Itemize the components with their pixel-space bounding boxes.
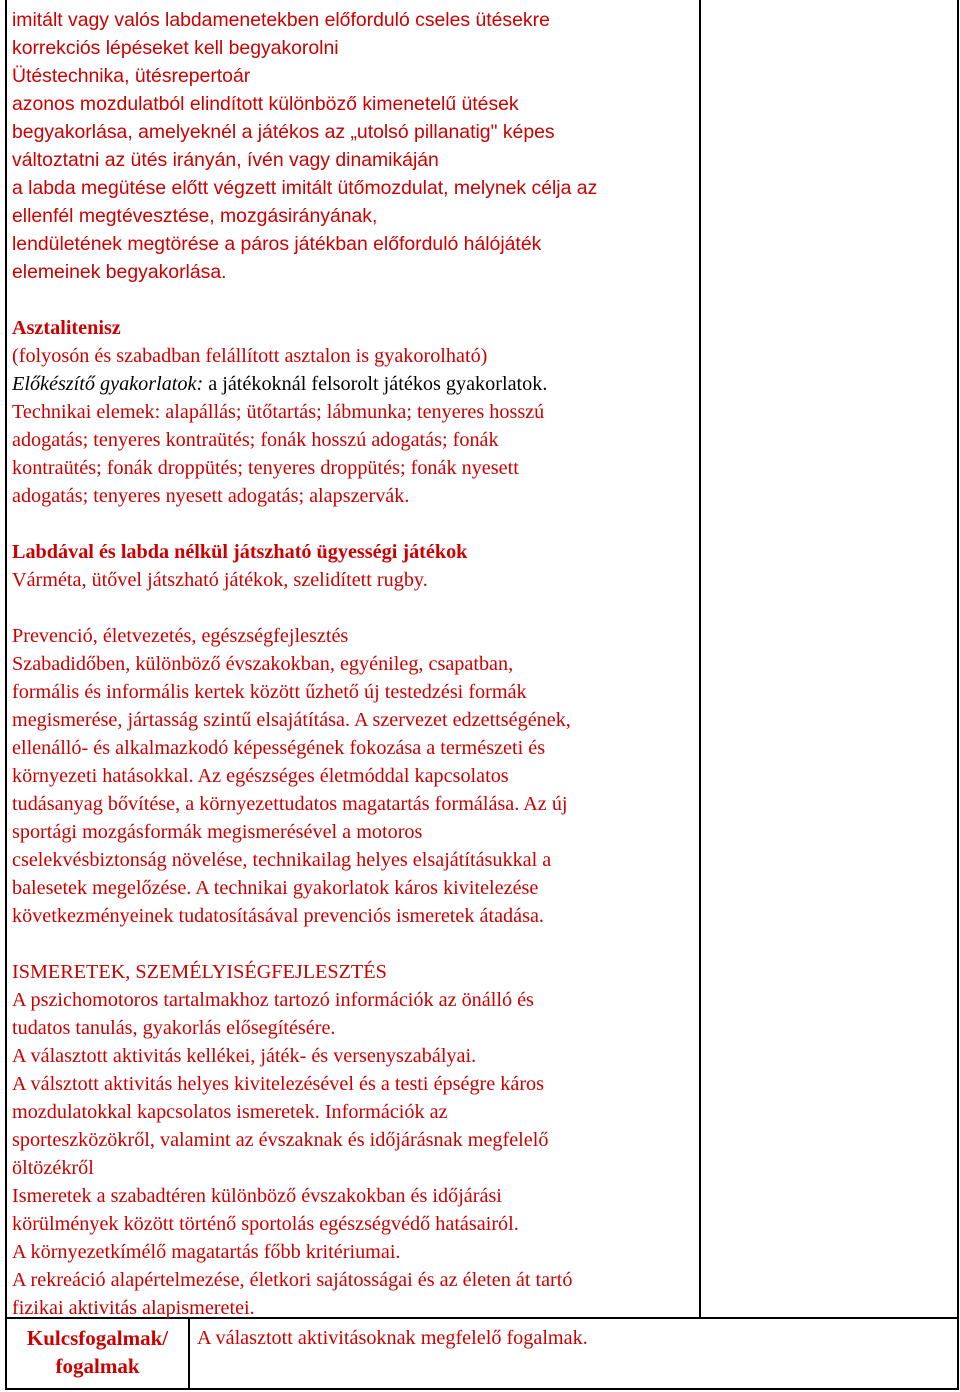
text-line: Szabadidőben, különböző évszakokban, egyénileg, csapatban, (12, 653, 514, 675)
text-line: A pszichomotoros tartalmakhoz tartozó információk az önálló és (12, 989, 534, 1011)
spacer (12, 594, 696, 622)
key-concepts-label (7, 1320, 188, 1388)
knowledge-block (12, 958, 696, 1322)
section-title-prevention: Prevenció, életvezetés, egészségfejlesztés (12, 625, 349, 647)
text-line: sporteszközökről, valamint az évszaknak és időjárásnak megfelelő (12, 1129, 549, 1151)
spacer (12, 510, 696, 538)
prep-exercises-line (12, 370, 696, 398)
column-divider-bottom (188, 1318, 190, 1390)
text-line: imitált vagy valós labdamenetekben előforduló cseles ütésekre (12, 9, 550, 31)
text-line: adogatás; tenyeres nyesett adogatás; alapszervák. (12, 485, 410, 507)
prep-text: a játékoknál felsorolt játékos gyakorlatok. (203, 373, 548, 395)
text-line: fizikai aktivitás alapismeretei. (12, 1297, 255, 1319)
text-line: Ütéstechnika, ütésrepertoár (12, 65, 251, 87)
table-border-right (957, 0, 959, 1390)
text-line: balesetek megelőzése. A technikai gyakorlatok káros kivitelezése (12, 877, 539, 899)
text-line: A rekreáció alapértelmezése, életkori sajátosságai és az életen át tartó (12, 1269, 573, 1291)
spacer (12, 930, 696, 958)
text-line: cselekvésbiztonság növelése, technikailag helyes elsajátításukkal a (12, 849, 552, 871)
text-line: begyakorlása, amelyeknél a játékos az „utolsó pillanatig" képes (12, 121, 555, 143)
column-divider-top (699, 0, 701, 1318)
text-line: A válsztott aktivitás helyes kivitelezésével és a testi épségre káros (12, 1073, 544, 1095)
text-line: sportági mozgásformák megismerésével a motoros (12, 821, 423, 843)
key-concepts-label-line1: Kulcsfogalmak/ (26, 1326, 169, 1350)
text-line: következményeinek tudatosításával prevenciós ismeretek átadása. (12, 905, 544, 927)
key-concepts-label-line2: fogalmak (55, 1354, 140, 1378)
table-tennis-block (12, 314, 696, 510)
text-line: körülmények között történő sportolás egészségvédő hatásairól. (12, 1213, 519, 1235)
text-line: elemeinek begyakorlása. (12, 261, 227, 283)
text-line: lendületének megtörése a páros játékban előforduló hálójáték (12, 233, 542, 255)
text-line: kontraütés; fonák droppütés; tenyeres droppütés; fonák nyesett (12, 457, 519, 479)
text-line: korrekciós lépéseket kell begyakorolni (12, 37, 339, 59)
table-border-bottom (5, 1388, 959, 1390)
text-line: A választott aktivitás kellékei, játék- és versenyszabályai. (12, 1045, 477, 1067)
text-line: ellenfél megtévesztése, mozgásirányának, (12, 205, 378, 227)
key-concepts-value: A választott aktivitásoknak megfelelő fogalmak. (197, 1327, 588, 1349)
prep-label: Előkészítő gyakorlatok: (12, 373, 204, 395)
text-line: változtatni az ütés irányán, ívén vagy dinamikáján (12, 149, 439, 171)
text-line: környezeti hatásokkal. Az egészséges életmóddal kapcsolatos (12, 765, 509, 787)
text-line: A környezetkímélő magatartás főbb kritériumai. (12, 1241, 401, 1263)
text-line: adogatás; tenyeres kontraütés; fonák hosszú adogatás; fonák (12, 429, 499, 451)
text-line: azonos mozdulatból elindított különböző kimenetelű ütések (12, 93, 519, 115)
prevention-block (12, 622, 696, 930)
text-line: ellenálló- és alkalmazkodó képességének fokozása a természeti és (12, 737, 546, 759)
technique-block (12, 6, 696, 286)
text-line: tudásanyag bővítése, a környezettudatos magatartás formálása. Az új (12, 793, 568, 815)
text-line: megismerése, jártasság szintű elsajátítása. A szervezet edzettségének, (12, 709, 571, 731)
text-line: a labda megütése előtt végzett imitált ütőmozdulat, melynek célja az (12, 177, 598, 199)
text-line: öltözékről (12, 1157, 94, 1179)
section-title-skill-games: Labdával és labda nélkül játszható ügyességi játékok (12, 541, 468, 563)
spacer (12, 286, 696, 314)
skill-games-block (12, 538, 696, 594)
content-cell (12, 6, 696, 1322)
table-border-left (5, 0, 7, 1390)
text-line: mozdulatokkal kapcsolatos ismeretek. Információk az (12, 1101, 448, 1123)
section-title-knowledge: ISMERETEK, SZEMÉLYISÉGFEJLESZTÉS (12, 961, 387, 983)
section-title-table-tennis: Asztalitenisz (12, 317, 121, 339)
text-line: formális és informális kertek között űzhető új testedzési formák (12, 681, 527, 703)
text-line: Várméta, ütővel játszható játékok, szelidített rugby. (12, 569, 428, 591)
text-line: Technikai elemek: alapállás; ütőtartás; lábmunka; tenyeres hosszú (12, 401, 545, 423)
text-line: (folyosón és szabadban felállított asztalon is gyakorolható) (12, 345, 488, 367)
text-line: Ismeretek a szabadtéren különböző évszakokban és időjárási (12, 1185, 502, 1207)
text-line: tudatos tanulás, gyakorlás elősegítésére. (12, 1017, 336, 1039)
